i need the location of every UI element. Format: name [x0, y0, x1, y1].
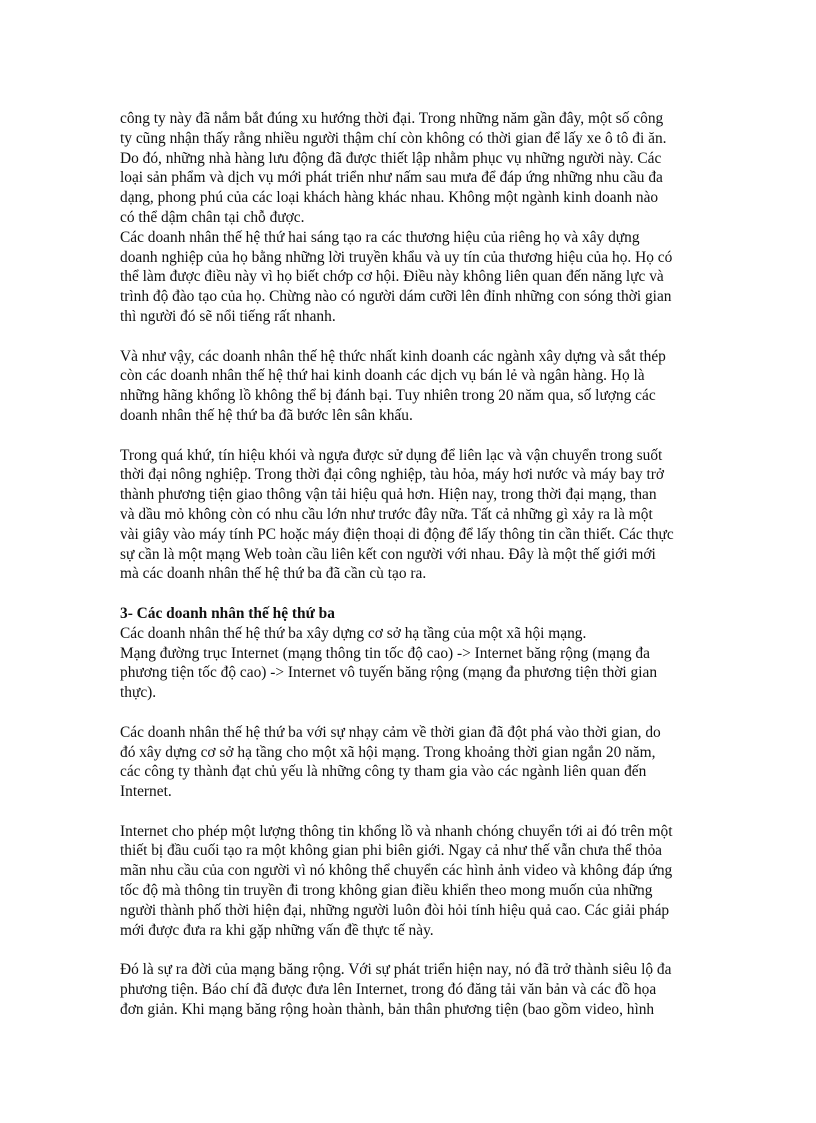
text-line: đó xây dựng cơ sở hạ tầng cho một xã hội mạng. Trong khoảng thời gian ngắn 20 năm,: [120, 743, 656, 761]
text-line: Các doanh nhân thế hệ thứ ba xây dựng cơ sở hạ tầng của một xã hội mạng.: [120, 624, 587, 642]
text-line: những hãng khổng lồ không thể bị đánh bại. Tuy nhiên trong 20 năm qua, số lượng các: [120, 387, 656, 405]
paragraph: [120, 446, 726, 585]
text-line: thì người đó sẽ nổi tiếng rất nhanh.: [120, 307, 336, 325]
text-line: có thể dậm chân tại chỗ được.: [120, 208, 305, 226]
paragraph-spacer: [120, 802, 726, 822]
text-line: trình độ đào tạo của họ. Chừng nào có người dám cưỡi lên đỉnh những con sóng thời gian: [120, 288, 672, 306]
text-line: mà các doanh nhân thế hệ thứ ba đã cần cù tạo ra.: [120, 565, 427, 583]
text-line: vài giây vào máy tính PC hoặc máy điện thoại di động để lấy thông tin cần thiết. Các thực: [120, 525, 674, 543]
text-line: ty cũng nhận thấy rằng nhiều người thậm chí còn không có thời gian để lấy xe ô tô đi ăn.: [120, 129, 667, 147]
text-line: thể làm được điều này vì họ biết chớp cơ hội. Điều này không liên quan đến năng lực và: [120, 268, 664, 286]
text-line: Do đó, những nhà hàng lưu động đã được thiết lập nhằm phục vụ những người này. Các: [120, 149, 662, 167]
text-line: Và như vậy, các doanh nhân thế hệ thức nhất kinh doanh các ngành xây dựng và sắt thép: [120, 347, 666, 365]
text-line: phương tiện tốc độ cao) -> Internet vô tuyến băng rộng (mạng đa phương tiện thời gian: [120, 664, 658, 682]
text-line: sự cần là một mạng Web toàn cầu liên kết con người với nhau. Đây là một thế giới mới: [120, 545, 656, 563]
text-line: Các doanh nhân thế hệ thứ ba với sự nhạy cảm về thời gian đã đột phá vào thời gian, do: [120, 723, 661, 741]
text-line: dạng, phong phú của các loại khách hàng khác nhau. Không một ngành kinh doanh nào: [120, 189, 659, 207]
paragraph: [120, 347, 726, 426]
paragraph: [120, 822, 726, 941]
text-line: mãn nhu cầu của con người vì nó không thể chuyển các hình ảnh video và không đáp ứng: [120, 862, 673, 880]
paragraph-spacer: [120, 703, 726, 723]
paragraph: [120, 109, 726, 228]
text-line: thực).: [120, 684, 157, 702]
text-line: thời đại nông nghiệp. Trong thời đại công nghiệp, tàu hỏa, máy hơi nước và máy bay trở: [120, 466, 665, 484]
text-line: và dầu mỏ không còn có nhu cầu lớn như trước đây nữa. Tất cả những gì xảy ra là một: [120, 505, 653, 523]
text-line: còn các doanh nhân thế hệ thứ hai kinh doanh các dịch vụ bán lẻ và ngân hàng. Họ là: [120, 367, 645, 385]
text-line: các công ty thành đạt chủ yếu là những công ty tham gia vào các ngành liên quan đến: [120, 763, 647, 781]
text-line: thành phương tiện giao thông vận tải hiệu quả hơn. Hiện nay, trong thời đại mạng, than: [120, 486, 657, 504]
paragraph: [120, 723, 726, 802]
paragraph: [120, 960, 726, 1019]
paragraph: [120, 228, 726, 327]
text-line: công ty này đã nắm bắt đúng xu hướng thời đại. Trong những năm gần đây, một số công: [120, 110, 664, 127]
text-line: Đó là sự ra đời của mạng băng rộng. Với sự phát triển hiện nay, nó đã trở thành siêu lộ đa: [120, 961, 672, 979]
text-line: Trong quá khứ, tín hiệu khói và ngựa được sử dụng để liên lạc và vận chuyển trong suốt: [120, 446, 663, 464]
paragraph-spacer: [120, 426, 726, 446]
text-line: Mạng đường trục Internet (mạng thông tin tốc độ cao) -> Internet băng rộng (mạng đa: [120, 644, 650, 662]
section-heading: [120, 604, 726, 624]
text-line: đơn giản. Khi mạng băng rộng hoàn thành, bản thân phương tiện (bao gồm video, hình: [120, 1000, 655, 1018]
text-line: doanh nhân thế hệ thứ ba đã bước lên sân khấu.: [120, 406, 413, 424]
paragraph-spacer: [120, 327, 726, 347]
text-line: doanh nghiệp của họ bằng những lời truyền khẩu và uy tín của thương hiệu của họ. Họ có: [120, 248, 673, 266]
text-line: tốc độ mà thông tin truyền đi trong không gian điều khiển theo mong muốn của những: [120, 882, 653, 900]
text-line: 3- Các doanh nhân thế hệ thứ ba: [120, 604, 335, 622]
text-line: người thành phố thời hiện đại, những người luôn đòi hỏi tính hiệu quả cao. Các giải pháp: [120, 901, 670, 919]
text-line: Internet.: [120, 783, 172, 801]
text-line: Internet cho phép một lượng thông tin khổng lồ và nhanh chóng chuyển tới ai đó trên một: [120, 822, 673, 840]
text-line: loại sản phẩm và dịch vụ mới phát triển như nấm sau mưa để đáp ứng những nhu cầu đa: [120, 169, 663, 187]
text-line: phương tiện. Báo chí đã được đưa lên Internet, trong đó đăng tải văn bản và các đồ họa: [120, 981, 657, 999]
text-line: Các doanh nhân thế hệ thứ hai sáng tạo ra các thương hiệu của riêng họ và xây dựng: [120, 228, 640, 246]
paragraph: [120, 624, 726, 703]
text-line: thiết bị đầu cuối tạo ra một không gian phi biên giới. Ngay cả như thế vẫn chưa thể thỏa: [120, 842, 662, 860]
paragraph-spacer: [120, 940, 726, 960]
text-line: mới được đưa ra khi gặp những vấn đề thực tế này.: [120, 921, 434, 939]
paragraph-spacer: [120, 584, 726, 604]
